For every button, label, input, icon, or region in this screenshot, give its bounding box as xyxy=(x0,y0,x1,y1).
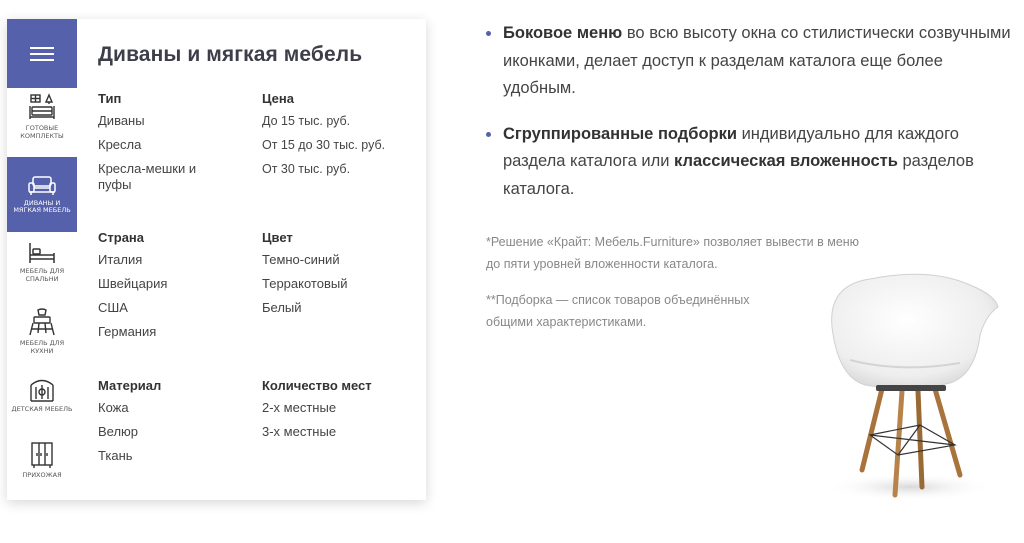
feature-bullet-grouping xyxy=(486,121,1016,204)
kids-furniture-icon xyxy=(28,375,56,403)
sidebar-item-label: ДИВАНЫ И МЯГКАЯ МЕБЕЛЬ xyxy=(13,198,71,214)
filter-link[interactable]: Белый xyxy=(262,300,302,315)
footnote-selection xyxy=(486,289,750,333)
bullet-text: индивидуально для каждого раздела каталога или xyxy=(503,124,959,170)
sidebar-item-label: ДЕТСКАЯ МЕБЕЛЬ xyxy=(11,405,73,413)
wardrobe-icon xyxy=(28,441,56,469)
sidebar-item-hallway[interactable] xyxy=(7,441,77,499)
footnote-line: общими характеристиками. xyxy=(486,315,647,329)
filter-link[interactable]: От 30 тыс. руб. xyxy=(262,162,351,176)
hamburger-icon xyxy=(30,43,54,65)
sidebar-item-sets[interactable] xyxy=(7,92,77,154)
bullet-text: разделов каталога. xyxy=(503,152,974,198)
filter-link[interactable]: От 15 до 30 тыс. руб. xyxy=(262,138,386,152)
sidebar-item-bedroom[interactable] xyxy=(7,241,77,303)
kitchen-chair-icon xyxy=(28,307,56,337)
bullet-bold-text: Боковое меню xyxy=(503,24,623,42)
sidebar-item-label: ГОТОВЫЕ КОМПЛЕКТЫ xyxy=(20,124,64,140)
filter-group-color xyxy=(262,230,412,324)
filter-link[interactable]: Кресла-мешки и пуфы xyxy=(98,161,197,192)
feature-description xyxy=(486,20,1016,221)
furniture-set-icon xyxy=(28,92,56,122)
filter-link[interactable]: До 15 тыс. руб. xyxy=(262,114,351,128)
sidebar xyxy=(7,19,77,500)
sidebar-item-kids[interactable] xyxy=(7,375,77,439)
filter-link[interactable]: Италия xyxy=(98,252,143,267)
footnote-line: **Подборка — список товаров объединённых xyxy=(486,293,750,307)
chair-image xyxy=(810,265,1005,505)
filter-group-country xyxy=(98,230,248,348)
catalog-menu-card xyxy=(7,19,426,500)
filter-group-type xyxy=(98,91,248,201)
sidebar-item-label: МЕБЕЛЬ ДЛЯ СПАЛЬНИ xyxy=(19,267,65,283)
filter-link[interactable]: 2-х местные xyxy=(262,400,337,415)
sidebar-item-sofas[interactable] xyxy=(7,157,77,232)
sofa-icon xyxy=(27,175,57,197)
filter-link[interactable]: Германия xyxy=(98,324,157,339)
page-title: Диваны и мягкая мебель xyxy=(98,43,363,66)
group-heading: Количество мест xyxy=(262,378,372,393)
sidebar-item-label: ПРИХОЖАЯ xyxy=(22,471,62,479)
footnote-nesting xyxy=(486,231,859,275)
footnote-line: *Решение «Крайт: Мебель.Furniture» позволяет вывести в меню xyxy=(486,235,860,249)
filter-group-seats xyxy=(262,378,412,448)
sidebar-item-kitchen[interactable] xyxy=(7,307,77,373)
filter-link[interactable]: Швейцария xyxy=(98,276,168,291)
sidebar-item-label: МЕБЕЛЬ ДЛЯ КУХНИ xyxy=(19,339,65,355)
filter-group-price xyxy=(262,91,412,185)
group-heading: Тип xyxy=(98,91,122,106)
bed-icon xyxy=(27,241,57,265)
filter-link[interactable]: Терракотовый xyxy=(262,276,348,291)
bullet-bold-text: классическая вложенность xyxy=(674,152,898,170)
filter-link[interactable]: Велюр xyxy=(98,424,139,439)
filter-group-material xyxy=(98,378,248,472)
filter-link[interactable]: Темно-синий xyxy=(262,252,340,267)
filter-link[interactable]: 3-х местные xyxy=(262,424,337,439)
menu-toggle-button[interactable] xyxy=(7,19,77,88)
filter-link[interactable]: Ткань xyxy=(98,448,133,463)
filter-link[interactable]: Кожа xyxy=(98,400,129,415)
footnote-line: до пяти уровней вложенности каталога. xyxy=(486,257,718,271)
filter-link[interactable]: Диваны xyxy=(98,113,145,128)
bullet-text: во всю высоту окна со стилистически созвучными иконками, делает доступ к разделам каталога еще более удобным. xyxy=(503,24,1011,97)
group-heading: Страна xyxy=(98,230,145,245)
group-heading: Цена xyxy=(262,91,294,106)
group-heading: Цвет xyxy=(262,230,293,245)
bullet-bold-text: Сгруппированные подборки xyxy=(503,124,737,143)
filter-link[interactable]: Кресла xyxy=(98,137,142,152)
filter-link[interactable]: США xyxy=(98,300,128,315)
group-heading: Материал xyxy=(98,378,162,393)
feature-bullet-sidebar xyxy=(486,20,1016,103)
